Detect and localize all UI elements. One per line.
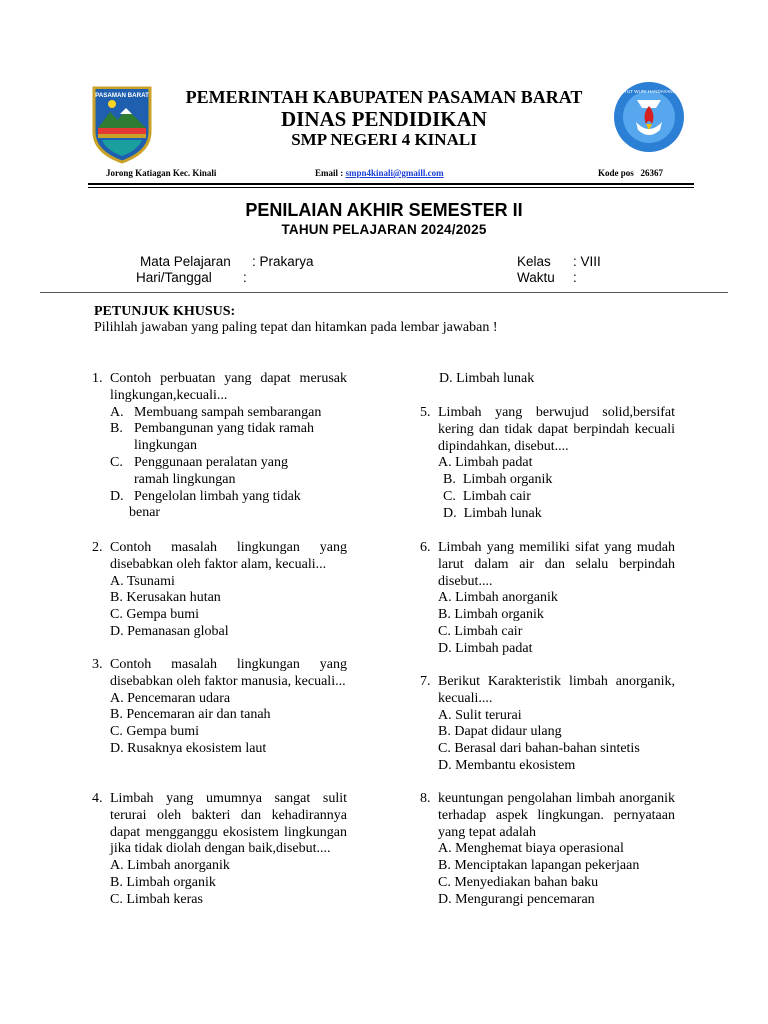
option-text: Pengelolan limbah yang tidak (134, 488, 301, 504)
question-6 (420, 540, 675, 658)
option-a: A. Sulit terurai (438, 707, 522, 723)
logo-left-text: PASAMAN BARAT (95, 92, 149, 99)
option-a: A. Pencemaran udara (110, 690, 231, 706)
class-label: Kelas (517, 254, 551, 269)
option-b: B. Limbah organik (438, 607, 544, 623)
option-d: D. Rusaknya ekosistem laut (110, 740, 267, 756)
option-text: Membuang sampah sembarangan (134, 404, 322, 420)
class-value: : VIII (573, 254, 601, 269)
option-d: D. Pemanasan global (110, 623, 229, 639)
header-school-name: SMP NEGERI 4 KINALI (291, 130, 477, 149)
option-b: B. Menciptakan lapangan pekerjaan (438, 858, 640, 874)
question-number: 2. (92, 540, 103, 555)
option-a (92, 405, 347, 422)
email-link[interactable]: smpn4kinali@gmaill.com (345, 168, 444, 178)
option-b: B. Limbah organik (443, 472, 553, 488)
option-c-continued: ramah lingkungan (134, 471, 236, 487)
option-label: A. (110, 404, 124, 420)
option-b: B. Pencemaran air dan tanah (110, 707, 271, 723)
option-c: C. Berasal dari bahan-bahan sintetis (438, 741, 640, 757)
option-c: C. Gempa bumi (110, 607, 200, 623)
question-1 (92, 371, 347, 522)
option-b: B. Limbah organik (110, 874, 216, 890)
option-text: Penggunaan peralatan yang (134, 454, 288, 470)
option-a: A. Limbah anorganik (110, 858, 230, 874)
option-b: B. Dapat didaur ulang (438, 724, 562, 740)
option-c: C. Gempa bumi (110, 724, 200, 740)
option-c: C. Menyediakan bahan baku (438, 874, 599, 890)
instructions-text: Pilihlah jawaban yang paling tepat dan hitamkan pada lembar jawaban ! (94, 320, 498, 335)
option-b (92, 421, 347, 438)
logo-right-text: TUT WURI HANDAYANI (624, 89, 674, 94)
option-c: C. Limbah cair (438, 623, 523, 639)
option-a: A. Limbah padat (438, 455, 533, 471)
header-department: DINAS PENDIDIKAN (281, 107, 487, 131)
question-4 (92, 791, 347, 909)
option-a: A. Menghemat biaya operasional (438, 841, 624, 857)
day-date-value: : (243, 270, 247, 285)
question-text: Berikut Karakteristik limbah anorganik, kecuali.... (438, 674, 675, 706)
school-address: Jorong Katiagan Kec. Kinali (106, 168, 217, 178)
question-number: 7. (420, 674, 431, 689)
question-number: 1. (92, 371, 103, 386)
day-date-label: Hari/Tanggal (136, 270, 212, 285)
question-text: Contoh masalah lingkungan yang disebabkan oleh faktor alam, kecuali... (110, 540, 347, 572)
question-number: 5. (420, 405, 431, 420)
question-text: Limbah yang berwujud solid,bersifat kering dan tidak dapat berpindah kecuali dipindahkan, disebut.... (438, 405, 675, 454)
question-3 (92, 657, 347, 758)
subject-value: : Prakarya (252, 254, 314, 269)
question-text: Contoh masalah lingkungan yang disebabkan oleh faktor manusia, kecuali... (110, 657, 347, 689)
exam-year: TAHUN PELAJARAN 2024/2025 (281, 222, 487, 237)
question-4-option-d: D. Limbah lunak (439, 371, 535, 386)
option-c: C. Limbah keras (110, 891, 203, 907)
time-label: Waktu (517, 270, 555, 285)
question-2 (92, 540, 347, 641)
question-number: 3. (92, 657, 103, 672)
exam-title: PENILAIAN AKHIR SEMESTER II (245, 200, 523, 220)
question-5 (420, 405, 675, 523)
option-b: B. Kerusakan hutan (110, 590, 221, 606)
question-text: Limbah yang memiliki sifat yang mudah larut dalam air dan selalu berpindah disebut.... (438, 540, 675, 589)
question-8 (420, 791, 675, 909)
instructions-heading: PETUNJUK KHUSUS: (94, 304, 236, 319)
option-d: D. Limbah lunak (443, 505, 542, 521)
header-divider-thin (88, 187, 694, 188)
postal-code (598, 168, 663, 178)
question-7 (420, 674, 675, 775)
option-d: D. Mengurangi pencemaran (438, 891, 595, 907)
question-number: 8. (420, 791, 431, 806)
pasaman-barat-logo (90, 84, 154, 164)
section-divider (40, 292, 728, 293)
header-government: PEMERINTAH KABUPATEN PASAMAN BARAT (185, 87, 583, 107)
option-text: Pembangunan yang tidak ramah (134, 421, 315, 437)
time-value: : (573, 270, 577, 285)
option-c (92, 455, 347, 472)
option-d: D. Membantu ekosistem (438, 757, 576, 773)
question-number: 6. (420, 540, 431, 555)
question-text: Contoh perbuatan yang dapat merusak lingkungan,kecuali... (110, 371, 347, 403)
postal-label: Kode pos (598, 168, 634, 178)
school-email (315, 168, 444, 178)
postal-value: 26367 (640, 168, 664, 178)
option-d: D. Limbah padat (438, 640, 533, 656)
question-number: 4. (92, 791, 103, 806)
subject-label: Mata Pelajaran (140, 254, 231, 269)
tut-wuri-handayani-logo (612, 80, 686, 154)
option-c: C. Limbah cair (443, 488, 531, 504)
option-d-continued: benar (129, 505, 161, 521)
option-a: A. Limbah anorganik (438, 590, 558, 606)
option-label: B. (110, 421, 123, 437)
question-text: Limbah yang umumnya sangat sulit terurai oleh bakteri dan kehadirannya dapat mengganggu ekosistem lingkungan jika tidak diolah dengan baik,disebut.... (110, 791, 347, 857)
option-a: A. Tsunami (110, 573, 175, 589)
option-label: C. (110, 454, 123, 470)
option-d (92, 489, 347, 506)
option-label: D. (110, 488, 124, 504)
question-text: keuntungan pengolahan limbah anorganik terhadap aspek lingkungan. pernyataan yang tepat adalah (438, 791, 675, 840)
email-label: Email : (315, 168, 344, 178)
option-b-continued: lingkungan (134, 438, 197, 454)
header-divider-thick (88, 183, 694, 185)
